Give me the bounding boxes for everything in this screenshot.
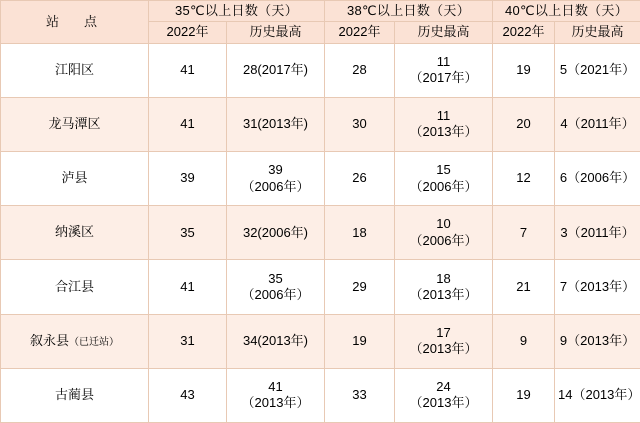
cell-35c-2022: 39 <box>149 151 227 205</box>
cell-40c-record: 14（2013年） <box>555 368 640 422</box>
cell-35c-2022: 41 <box>149 43 227 97</box>
station-note: （已迁站） <box>69 336 119 348</box>
cell-35c-record: 28(2017年) <box>227 43 325 97</box>
station-label: 古蔺县 <box>54 387 94 403</box>
cell-35c-2022: 35 <box>149 206 227 260</box>
cell-38c-record: 11 （2013年） <box>395 97 493 151</box>
column-header-40c-2022: 2022年 <box>493 22 555 43</box>
cell-38c-2022: 30 <box>325 97 395 151</box>
column-header-group-35c: 35℃以上日数（天） <box>149 1 325 22</box>
cell-38c-2022: 29 <box>325 260 395 314</box>
column-header-35c-record: 历史最高 <box>227 22 325 43</box>
cell-38c-record: 17 （2013年） <box>395 314 493 368</box>
cell-35c-record: 35 （2006年） <box>227 260 325 314</box>
station-label: 纳溪区 <box>54 224 94 240</box>
table-row <box>1 368 640 422</box>
cell-38c-record: 10 （2006年） <box>395 206 493 260</box>
row-station-name <box>1 368 149 422</box>
cell-40c-2022: 12 <box>493 151 555 205</box>
column-header-group-40c: 40℃以上日数（天） <box>493 1 640 22</box>
cell-38c-2022: 19 <box>325 314 395 368</box>
cell-38c-record: 18 （2013年） <box>395 260 493 314</box>
cell-38c-2022: 28 <box>325 43 395 97</box>
cell-35c-record: 34(2013年) <box>227 314 325 368</box>
cell-40c-2022: 9 <box>493 314 555 368</box>
table-row <box>1 97 640 151</box>
cell-38c-record: 11 （2017年） <box>395 43 493 97</box>
table-row <box>1 260 640 314</box>
cell-35c-2022: 41 <box>149 97 227 151</box>
cell-38c-record: 24 （2013年） <box>395 368 493 422</box>
row-station-name <box>1 260 149 314</box>
table-row <box>1 206 640 260</box>
station-label: 江阳区 <box>54 61 94 77</box>
station-label: 合江县 <box>54 278 94 294</box>
column-header-38c-2022: 2022年 <box>325 22 395 43</box>
cell-35c-2022: 41 <box>149 260 227 314</box>
table-head <box>1 1 640 44</box>
row-station-name <box>1 151 149 205</box>
station-label: 龙马潭区 <box>48 116 101 132</box>
cell-40c-record: 6（2006年） <box>555 151 640 205</box>
cell-35c-record: 32(2006年) <box>227 206 325 260</box>
row-station-name <box>1 43 149 97</box>
cell-35c-2022: 43 <box>149 368 227 422</box>
table-header-group-row <box>1 1 640 22</box>
cell-40c-record: 4（2011年） <box>555 97 640 151</box>
station-label: 叙永县 <box>29 332 69 348</box>
cell-38c-record: 15 （2006年） <box>395 151 493 205</box>
column-header-35c-2022: 2022年 <box>149 22 227 43</box>
cell-40c-record: 3（2011年） <box>555 206 640 260</box>
row-station-name <box>1 97 149 151</box>
cell-40c-2022: 20 <box>493 97 555 151</box>
cell-38c-2022: 18 <box>325 206 395 260</box>
cell-40c-2022: 19 <box>493 43 555 97</box>
row-station-name <box>1 206 149 260</box>
cell-35c-2022: 31 <box>149 314 227 368</box>
column-header-38c-record: 历史最高 <box>395 22 493 43</box>
column-header-group-38c: 38℃以上日数（天） <box>325 1 493 22</box>
row-station-name <box>1 314 149 368</box>
table-row <box>1 43 640 97</box>
cell-38c-2022: 33 <box>325 368 395 422</box>
cell-35c-record: 39 （2006年） <box>227 151 325 205</box>
cell-40c-record: 5（2021年） <box>555 43 640 97</box>
cell-40c-2022: 21 <box>493 260 555 314</box>
table-row <box>1 151 640 205</box>
cell-38c-2022: 26 <box>325 151 395 205</box>
cell-35c-record: 31(2013年) <box>227 97 325 151</box>
cell-40c-2022: 7 <box>493 206 555 260</box>
station-label: 泸县 <box>61 170 88 186</box>
table-body <box>1 43 640 423</box>
cell-40c-record: 9（2013年） <box>555 314 640 368</box>
cell-35c-record: 41 （2013年） <box>227 368 325 422</box>
cell-40c-2022: 19 <box>493 368 555 422</box>
cell-40c-record: 7（2013年） <box>555 260 640 314</box>
column-header-40c-record: 历史最高 <box>555 22 640 43</box>
column-header-station: 站 点 <box>1 1 149 44</box>
table-row <box>1 314 640 368</box>
